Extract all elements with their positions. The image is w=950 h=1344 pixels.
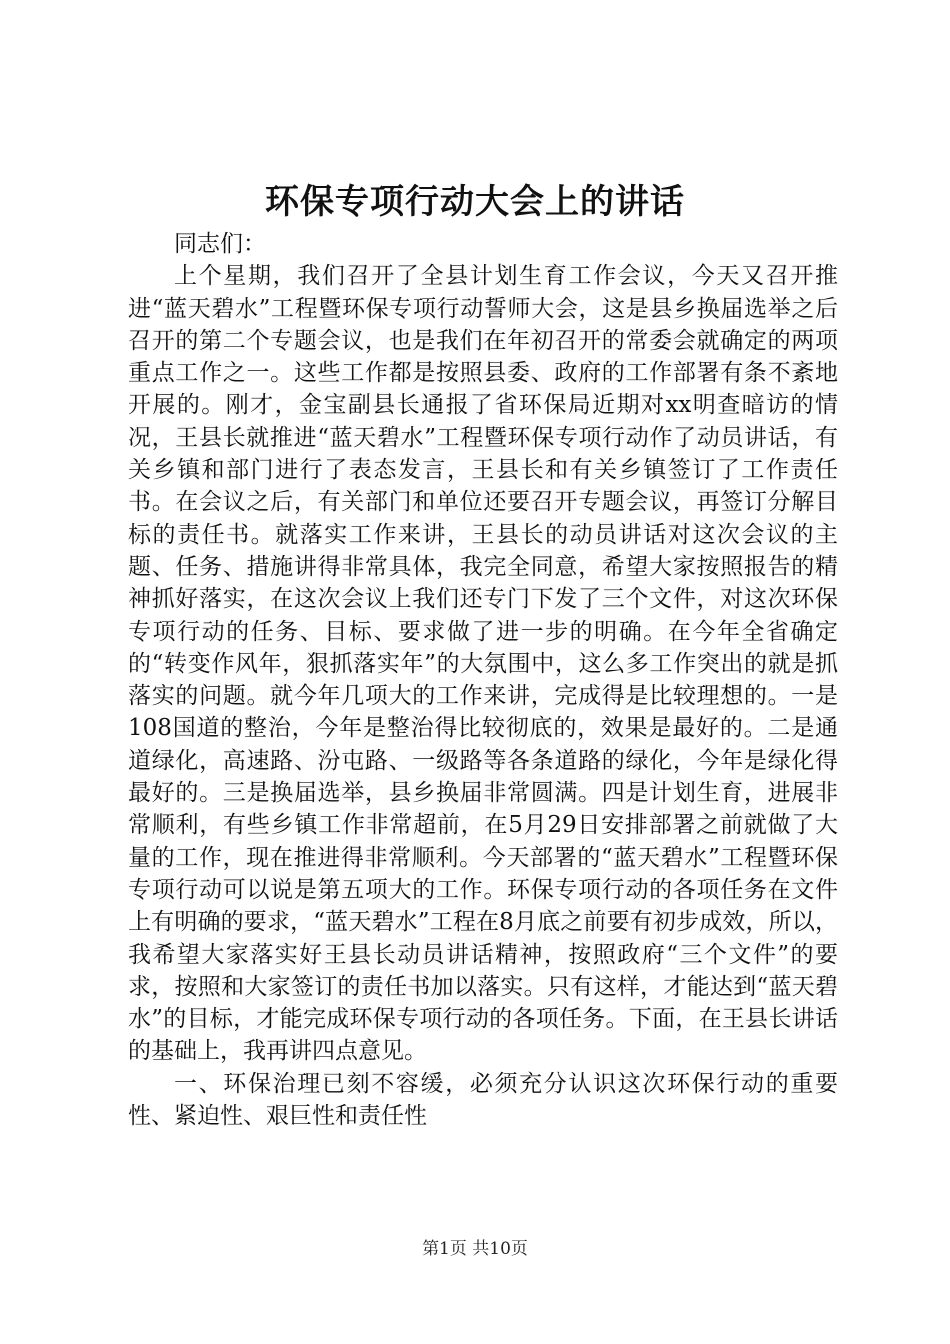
document-body bbox=[128, 228, 838, 1132]
salutation: 同志们： bbox=[174, 231, 266, 257]
section-heading-1: 一、环保治理已刻不容缓，必须充分认识这次环保行动的重要性、紧迫性、艰巨性和责任性 bbox=[128, 1070, 838, 1130]
body-paragraph-1: 上个星期，我们召开了全县计划生育工作会议，今天又召开推进“蓝天碧水”工程暨环保专项行动誓师大会，这是县乡换届选举之后召开的第二个专题会议，也是我们在年初召开的常委会就确定的两项重点工作之一。这些工作都是按照县委、政府的工作部署有条不紊地开展的。刚才，金宝副县长通报了省环保局近期对xx明查暗访的情况，王县长就推进“蓝天碧水”工程暨环保专项行动作了动员讲话，有关乡镇和部门进行了表态发言，王县长和有关乡镇签订了工作责任书。在会议之后，有关部门和单位还要召开专题会议，再签订分解目标的责任书。就落实工作来讲，王县长的动员讲话对这次会议的主题、任务、措施讲得非常具体，我完全同意，希望大家按照报告的精神抓好落实，在这次会议上我们还专门下发了三个文件，对这次环保专项行动的任务、目标、要求做了进一步的明确。在今年全省确定的“转变作风年，狠抓落实年”的大氛围中，这么多工作突出的就是抓落实的问题。就今年几项大的工作来讲，完成得是比较理想的。一是108国道的整治，今年是整治得比较彻底的，效果是最好的。二是通道绿化，高速路、汾屯路、一级路等各条道路的绿化，今年是绿化得最好的。三是换届选举，县乡换届非常圆满。四是计划生育，进展非常顺利，有些乡镇工作非常超前，在5月29日安排部署之前就做了大量的工作，现在推进得非常顺利。今天部署的“蓝天碧水”工程暨环保专项行动可以说是第五项大的工作。环保专项行动的各项任务在文件上有明确的要求，“蓝天碧水”工程在8月底之前要有初步成效，所以，我希望大家落实好王县长动员讲话精神，按照政府“三个文件”的要求，按照和大家签订的责任书加以落实。只有这样，才能达到“蓝天碧水”的目标，才能完成环保专项行动的各项任务。下面，在王县长讲话的基础上，我再讲四点意见。 bbox=[128, 263, 838, 1065]
document-title: 环保专项行动大会上的讲话 bbox=[265, 182, 685, 222]
page-number-footer: 第1页 共10页 bbox=[422, 1239, 528, 1259]
